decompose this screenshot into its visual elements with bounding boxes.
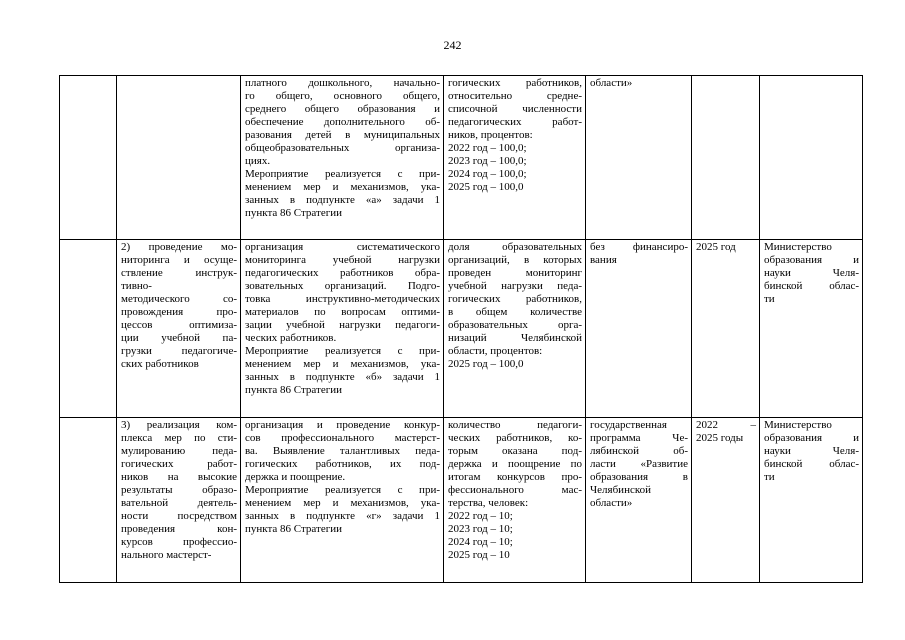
table-row [60, 240, 863, 418]
cell-content [241, 418, 444, 583]
cell-text-line: мулированию педа- [121, 445, 237, 457]
cell-text-line: Министерство [764, 419, 832, 431]
cell-text-line: вательной деятель- [121, 497, 237, 509]
cell-text-line: низаций Челябинской [448, 332, 582, 344]
cell-text-line: в общем количестве [448, 306, 582, 318]
cell-text-line: ти [764, 293, 775, 305]
cell-text-line: ласти «Развитие [590, 458, 688, 470]
cell-text-line: без финансиро- [590, 241, 688, 253]
cell-text-line: материалов по вопросам оптими- [245, 306, 440, 318]
cell-text-line: торым оказана под- [448, 445, 582, 457]
cell-text-line: списочной численности [448, 103, 582, 115]
cell-text-line: 2025 год – 10 [448, 549, 510, 561]
cell-text-line: доля образовательных [448, 241, 582, 253]
cell-text-line: ти [764, 471, 775, 483]
cell-text-line: методического со- [121, 293, 237, 305]
cell-text-line: 2025 годы [696, 432, 744, 444]
cell-text-line: ва. Выявление талантливых педа- [245, 445, 440, 457]
cell-text-line: го общего, основного общего, [245, 90, 440, 102]
cell-text-line: грузки педагогиче- [121, 345, 237, 357]
cell-text-line: государственная [590, 419, 667, 431]
cell-text-line: менением мер и механизмов, ука- [245, 497, 440, 509]
cell-text-line: 2023 год – 10; [448, 523, 513, 535]
cell-indicator [444, 240, 586, 418]
cell-text-line: гогических работников, их под- [245, 458, 440, 470]
cell-text-line: держка и поощрение по [448, 458, 582, 470]
cell-content [241, 240, 444, 418]
cell-funding [586, 76, 692, 240]
table-row [60, 418, 863, 583]
cell-text-line: мониторинга учебной нагрузки [245, 254, 440, 266]
cell-text-line: количество педагоги- [448, 419, 582, 431]
cell-text-line: науки Челя- [764, 267, 859, 279]
cell-text-line: плекса мер по сти- [121, 432, 237, 444]
cell-text-line: науки Челя- [764, 445, 859, 457]
cell-text-line: ниторинга и осуще- [121, 254, 237, 266]
cell-text-line: программа Че- [590, 432, 688, 444]
cell-text-line: области» [590, 77, 633, 89]
cell-text-line: Мероприятие реализуется с при- [245, 345, 440, 357]
cell-text-line: менением мер и механизмов, ука- [245, 358, 440, 370]
cell-text-line: Челябинской [590, 484, 652, 496]
cell-text-line: организация и проведение конкур- [245, 419, 440, 431]
cell-text-line: образования в [590, 471, 688, 483]
cell-text-line: занных в подпункте «б» задачи 1 [245, 371, 440, 383]
cell-text-line: общеобразовательных организа- [245, 142, 440, 154]
cell-text-line: ников на высокие [121, 471, 237, 483]
cell-number [60, 418, 117, 583]
cell-text-line: менением мер и механизмов, ука- [245, 181, 440, 193]
cell-text-line: ческих работников, ко- [448, 432, 582, 444]
cell-text-line: фессионального мас- [448, 484, 582, 496]
cell-text-line: 2022 – [696, 419, 756, 431]
cell-text-line: педагогических работ- [448, 116, 582, 128]
cell-number [60, 76, 117, 240]
cell-text-line: пункта 86 Стратегии [245, 207, 343, 219]
cell-text-line: педагогических работников обра- [245, 267, 440, 279]
cell-period [692, 240, 760, 418]
cell-text-line: тивно- [121, 280, 152, 292]
cell-funding [586, 418, 692, 583]
cell-text-line: образования и [764, 432, 859, 444]
cell-text-line: товка инструктивно-методических [245, 293, 440, 305]
cell-text-line: зовательных организаций. Подго- [245, 280, 440, 292]
cell-text-line: относительно средне- [448, 90, 582, 102]
cell-text-line: Мероприятие реализуется с при- [245, 168, 440, 180]
cell-text-line: 2025 год – 100,0 [448, 181, 524, 193]
cell-text-line: 2025 год [696, 241, 736, 253]
cell-event [117, 240, 241, 418]
cell-text-line: лябинской об- [590, 445, 688, 457]
cell-text-line: проведения кон- [121, 523, 237, 535]
cell-text-line: ников, процентов: [448, 129, 533, 141]
cell-number [60, 240, 117, 418]
cell-text-line: зации учебной нагрузки педагоги- [245, 319, 440, 331]
cell-text-line: гогических работников, [448, 293, 582, 305]
cell-text-line: Министерство [764, 241, 832, 253]
cell-text-line: цессов оптимиза- [121, 319, 237, 331]
cell-text-line: занных в подпункте «г» задачи 1 [245, 510, 440, 522]
cell-text-line: терства, человек: [448, 497, 529, 509]
cell-text-line: ческих работников. [245, 332, 337, 344]
cell-event [117, 76, 241, 240]
cell-text-line: 2025 год – 100,0 [448, 358, 524, 370]
cell-text-line: вания [590, 254, 617, 266]
page-number: 242 [443, 38, 462, 52]
cell-text-line: ции учебной па- [121, 332, 237, 344]
cell-text-line: организация систематического [245, 241, 440, 253]
cell-text-line: 2022 год – 100,0; [448, 142, 527, 154]
cell-text-line: держка и поощрение. [245, 471, 346, 483]
cell-content [241, 76, 444, 240]
cell-text-line: 2022 год – 10; [448, 510, 513, 522]
cell-text-line: ских работников [121, 358, 199, 370]
cell-text-line: среднего общего образования и [245, 103, 440, 115]
cell-indicator [444, 418, 586, 583]
cell-text-line: ности посредством [121, 510, 237, 522]
cell-text-line: сов профессионального мастерст- [245, 432, 440, 444]
cell-text-line: нального мастерст- [121, 549, 212, 561]
cell-text-line: провождения про- [121, 306, 237, 318]
cell-text-line: пункта 86 Стратегии [245, 523, 343, 535]
cell-text-line: 2024 год – 100,0; [448, 168, 527, 180]
cell-text-line: Мероприятие реализуется с при- [245, 484, 440, 496]
cell-text-line: 3) реализация ком- [121, 419, 237, 431]
cell-text-line: платного дошкольного, начально- [245, 77, 440, 89]
cell-text-line: итогам конкурсов про- [448, 471, 582, 483]
cell-executor [760, 240, 863, 418]
cell-text-line: ствление инструк- [121, 267, 237, 279]
cell-executor [760, 76, 863, 240]
cell-text-line: 2) проведение мо- [121, 241, 237, 253]
cell-text-line: образовательных орга- [448, 319, 582, 331]
cell-text-line: области» [590, 497, 633, 509]
cell-text-line: циях. [245, 155, 271, 167]
cell-text-line: учебной нагрузки педа- [448, 280, 582, 292]
cell-text-line: бинской облас- [764, 458, 859, 470]
cell-text-line: области, процентов: [448, 345, 543, 357]
cell-text-line: образования и [764, 254, 859, 266]
cell-period [692, 418, 760, 583]
measures-table [59, 75, 863, 583]
cell-text-line: бинской облас- [764, 280, 859, 292]
cell-text-line: разования детей в муниципальных [245, 129, 440, 141]
cell-period [692, 76, 760, 240]
cell-text-line: обеспечение дополнительного об- [245, 116, 440, 128]
cell-text-line: гогических работников, [448, 77, 582, 89]
cell-text-line: пункта 86 Стратегии [245, 384, 343, 396]
cell-text-line: организаций, в которых [448, 254, 582, 266]
cell-indicator [444, 76, 586, 240]
cell-text-line: проведен мониторинг [448, 267, 582, 279]
cell-text-line: 2023 год – 100,0; [448, 155, 527, 167]
table-row [60, 76, 863, 240]
cell-event [117, 418, 241, 583]
cell-funding [586, 240, 692, 418]
cell-text-line: курсов профессио- [121, 536, 237, 548]
cell-text-line: 2024 год – 10; [448, 536, 513, 548]
cell-text-line: занных в подпункте «а» задачи 1 [245, 194, 440, 206]
cell-executor [760, 418, 863, 583]
cell-text-line: гогических работ- [121, 458, 237, 470]
cell-text-line: результаты образо- [121, 484, 237, 496]
